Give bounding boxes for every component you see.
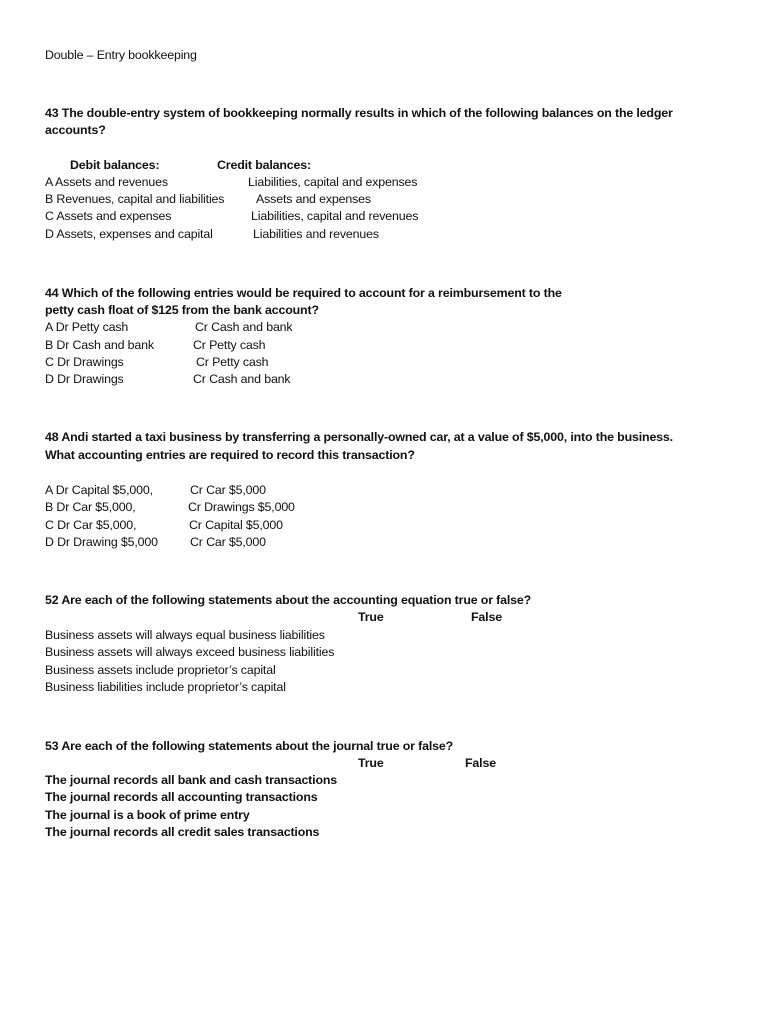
q53-statement-1: The journal records all bank and cash transactions <box>45 773 338 787</box>
q43-option-d-debit: D Assets, expenses and capital <box>45 227 213 241</box>
q44-option-c-debit: C Dr Drawings <box>45 355 124 369</box>
q44-option-d-debit: D Dr Drawings <box>45 372 124 386</box>
q52-text: 52 Are each of the following statements about the accounting equation true or false? <box>45 593 532 607</box>
q48-option-c-debit: C Dr Car $5,000, <box>45 518 137 532</box>
q53-statement-2: The journal records all accounting transactions <box>45 790 318 804</box>
q48-option-a-debit: A Dr Capital $5,000, <box>45 483 153 497</box>
q43-option-c-debit: C Assets and expenses <box>45 209 172 223</box>
q43-option-a-debit: A Assets and revenues <box>45 175 168 189</box>
q53-false-header: False <box>465 756 496 770</box>
q53-statement-4: The journal records all credit sales transactions <box>45 825 320 839</box>
q43-option-a-credit: Liabilities, capital and expenses <box>248 175 418 189</box>
q43-text-line1: 43 The double-entry system of bookkeeping normally results in which of the following balances on the ledger <box>45 106 673 120</box>
q48-option-b-credit: Cr Drawings $5,000 <box>188 500 295 514</box>
q44-option-b-debit: B Dr Cash and bank <box>45 338 154 352</box>
q43-option-d-credit: Liabilities and revenues <box>253 227 379 241</box>
q44-option-d-credit: Cr Cash and bank <box>193 372 291 386</box>
q48-option-d-credit: Cr Car $5,000 <box>190 535 266 549</box>
q48-text-line1: 48 Andi started a taxi business by transferring a personally-owned car, at a value of $5,000, into the business. <box>45 430 673 444</box>
q48-text-line2: What accounting entries are required to record this transaction? <box>45 448 415 462</box>
q43-option-c-credit: Liabilities, capital and revenues <box>251 209 419 223</box>
q52-statement-3: Business assets include proprietor’s capital <box>45 663 276 677</box>
q53-statement-3: The journal is a book of prime entry <box>45 808 250 822</box>
q44-option-c-credit: Cr Petty cash <box>196 355 269 369</box>
q53-text: 53 Are each of the following statements about the journal true or false? <box>45 739 454 753</box>
q52-statement-4: Business liabilities include proprietor’s capital <box>45 680 286 694</box>
q43-option-b-debit: B Revenues, capital and liabilities <box>45 192 225 206</box>
q43-debit-header: Debit balances: <box>70 158 160 172</box>
q44-option-a-debit: A Dr Petty cash <box>45 320 129 334</box>
q48-option-d-debit: D Dr Drawing $5,000 <box>45 535 158 549</box>
q43-credit-header: Credit balances: <box>217 158 312 172</box>
q48-option-b-debit: B Dr Car $5,000, <box>45 500 136 514</box>
q43-option-b-credit: Assets and expenses <box>256 192 371 206</box>
document-title: Double – Entry bookkeeping <box>45 48 197 62</box>
q44-text-line2: petty cash float of $125 from the bank account? <box>45 303 319 317</box>
q52-true-header: True <box>358 610 384 624</box>
q44-text-line1: 44 Which of the following entries would be required to account for a reimbursement to the <box>45 286 562 300</box>
q53-true-header: True <box>358 756 384 770</box>
q48-option-a-credit: Cr Car $5,000 <box>190 483 266 497</box>
q44-option-a-credit: Cr Cash and bank <box>195 320 293 334</box>
q43-text-line2: accounts? <box>45 123 106 137</box>
q44-option-b-credit: Cr Petty cash <box>193 338 266 352</box>
q52-false-header: False <box>471 610 502 624</box>
q52-statement-2: Business assets will always exceed business liabilities <box>45 645 335 659</box>
q52-statement-1: Business assets will always equal business liabilities <box>45 628 325 642</box>
q48-option-c-credit: Cr Capital $5,000 <box>189 518 283 532</box>
